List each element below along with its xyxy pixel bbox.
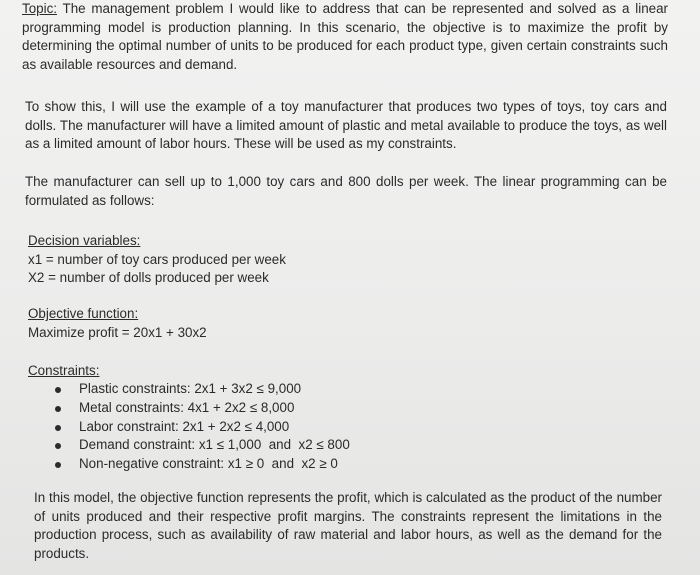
constraint-demand: Demand constraint: x1 ≤ 1,000 and x2 ≤ 800 <box>79 437 350 453</box>
list-item <box>55 436 350 455</box>
decision-variable-x2: X2 = number of dolls produced per week <box>28 270 269 286</box>
constraints-list <box>55 380 350 474</box>
constraints-section <box>28 362 99 381</box>
intro-text: The management problem I would like to address that can be represented and solved as a linear programming model is production planning. In this scenario, the objective is to maximize the profit by determining the optimal number of units to be produced for each product type, given certain constraints such as available resources and demand. <box>22 1 668 72</box>
list-item <box>55 380 350 399</box>
bullet-icon <box>55 425 61 431</box>
decision-variable-x1: x1 = number of toy cars produced per week <box>28 251 286 267</box>
constraint-non-negative: Non-negative constraint: x1 ≥ 0 and x2 ≥ 0 <box>79 456 338 472</box>
example-paragraph: To show this, I will use the example of a toy manufacturer that produces two types of toys, toy cars and dolls. The manufacturer will have a limited amount of plastic and metal available to produce the toys, as well as a limited amount of labor hours. These will be used as my constraints. <box>25 99 667 152</box>
bullet-icon <box>55 406 61 412</box>
objective-formula: Maximize profit = 20x1 + 30x2 <box>28 324 207 340</box>
decision-variables-section <box>28 232 286 288</box>
list-item <box>55 455 350 474</box>
intro-paragraph <box>22 0 668 74</box>
conclusion-paragraph: In this model, the objective function represents the profit, which is calculated as the product of the number of units produced and their respective profit margins. The constraints represent the limitations in the production process, such as availability of raw material and labor hours, as well as the demand for the products. <box>34 490 662 561</box>
decision-variables-heading: Decision variables: <box>28 233 141 248</box>
constraint-metal: Metal constraints: 4x1 + 2x2 ≤ 8,000 <box>79 399 295 415</box>
constraints-heading: Constraints: <box>28 363 100 378</box>
constraint-labor: Labor constraint: 2x1 + 2x2 ≤ 4,000 <box>79 418 290 434</box>
bullet-icon <box>55 387 61 393</box>
topic-label: Topic: <box>22 1 57 16</box>
demand-paragraph: The manufacturer can sell up to 1,000 toy cars and 800 dolls per week. The linear programming can be formulated as follows: <box>25 174 667 208</box>
bullet-icon <box>55 443 61 449</box>
list-item <box>55 418 350 437</box>
objective-section <box>28 305 207 342</box>
bullet-icon <box>55 462 61 468</box>
constraint-plastic: Plastic constraints: 2x1 + 3x2 ≤ 9,000 <box>79 381 302 396</box>
objective-heading: Objective function: <box>28 306 139 321</box>
list-item <box>55 399 350 418</box>
